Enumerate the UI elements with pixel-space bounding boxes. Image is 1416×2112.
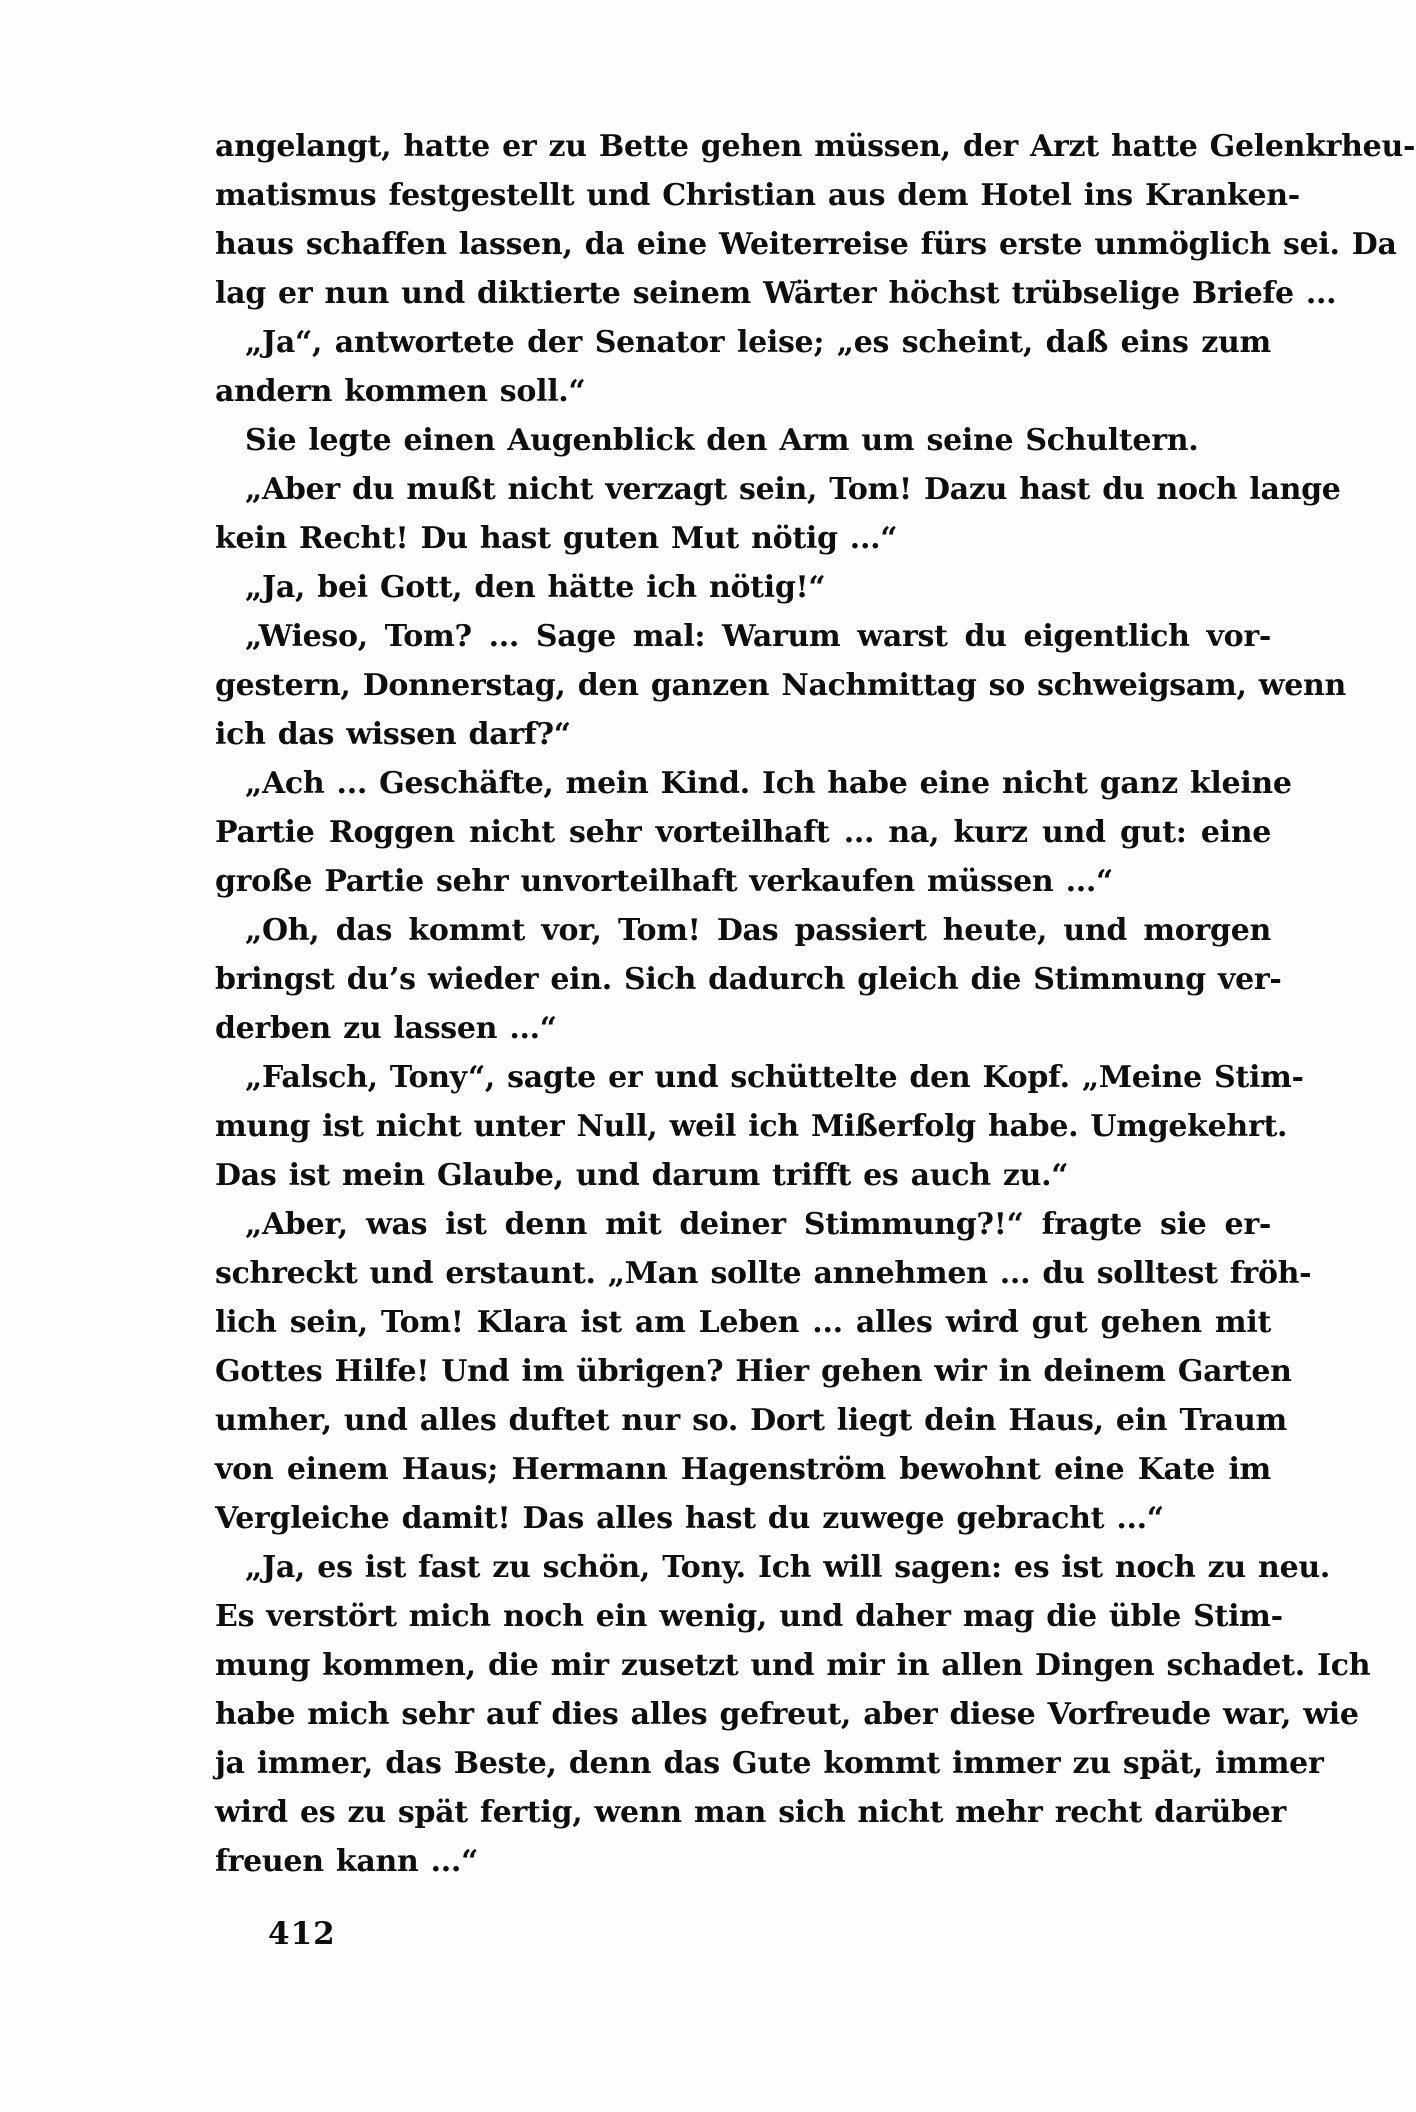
text-line: freuen kann ...“	[215, 1844, 479, 1879]
text-line: kein Recht! Du hast guten Mut nötig ...“	[215, 521, 898, 556]
text-line: „Ja, es ist fast zu schön, Tony. Ich will sagen: es ist noch zu neu.	[245, 1550, 1331, 1585]
text-line: Sie legte einen Augenblick den Arm um seine Schultern.	[245, 423, 1199, 458]
page-text-block	[215, 122, 1416, 1886]
text-line: mung kommen, die mir zusetzt und mir in allen Dingen schadet. Ich	[215, 1648, 1371, 1683]
text-line: mung ist nicht unter Null, weil ich Mißerfolg habe. Umgekehrt.	[215, 1109, 1288, 1144]
text-line: Es verstört mich noch ein wenig, und daher mag die üble Stim-	[215, 1599, 1283, 1634]
text-line: Vergleiche damit! Das alles hast du zuwege gebracht ...“	[215, 1501, 1164, 1536]
text-line: angelangt, hatte er zu Bette gehen müssen, der Arzt hatte Gelenkrheu-	[215, 129, 1416, 164]
text-line: „Ach ... Geschäfte, mein Kind. Ich habe eine nicht ganz kleine	[245, 766, 1292, 801]
text-line: „Falsch, Tony“, sagte er und schüttelte den Kopf. „Meine Stim-	[245, 1060, 1304, 1095]
text-line: Gottes Hilfe! Und im übrigen? Hier gehen wir in deinem Garten	[215, 1354, 1292, 1389]
text-line: ich das wissen darf?“	[215, 717, 571, 752]
text-line: „Oh, das kommt vor, Tom! Das passiert heute, und morgen	[245, 913, 1271, 948]
text-line: bringst du’s wieder ein. Sich dadurch gleich die Stimmung ver-	[215, 962, 1282, 997]
text-line: Das ist mein Glaube, und darum trifft es auch zu.“	[215, 1158, 1069, 1193]
text-line: ja immer, das Beste, denn das Gute kommt immer zu spät, immer	[215, 1746, 1324, 1781]
text-line: umher, und alles duftet nur so. Dort liegt dein Haus, ein Traum	[215, 1403, 1287, 1438]
text-line: matismus festgestellt und Christian aus dem Hotel ins Kranken-	[215, 178, 1300, 213]
text-line: „Aber du mußt nicht verzagt sein, Tom! Dazu hast du noch lange	[245, 472, 1341, 507]
text-line: habe mich sehr auf dies alles gefreut, aber diese Vorfreude war, wie	[215, 1697, 1359, 1732]
text-line: „Wieso, Tom? ... Sage mal: Warum warst du eigentlich vor-	[245, 619, 1271, 654]
text-line: gestern, Donnerstag, den ganzen Nachmittag so schweigsam, wenn	[215, 668, 1347, 703]
page-number: 412	[268, 1916, 336, 1952]
text-line: „Aber, was ist denn mit deiner Stimmung?!“ fragte sie er-	[245, 1207, 1271, 1242]
text-line: lich sein, Tom! Klara ist am Leben ... alles wird gut gehen mit	[215, 1305, 1271, 1340]
text-line: derben zu lassen ...“	[215, 1011, 557, 1046]
text-line: Partie Roggen nicht sehr vorteilhaft ... na, kurz und gut: eine	[215, 815, 1271, 850]
text-line: „Ja“, antwortete der Senator leise; „es scheint, daß eins zum	[245, 325, 1271, 360]
text-line: haus schaffen lassen, da eine Weiterreise fürs erste unmöglich sei. Da	[215, 227, 1397, 262]
text-line: schreckt und erstaunt. „Man sollte annehmen ... du solltest fröh-	[215, 1256, 1312, 1291]
text-line: große Partie sehr unvorteilhaft verkaufen müssen ...“	[215, 864, 1113, 899]
text-line: andern kommen soll.“	[215, 374, 586, 409]
text-line: lag er nun und diktierte seinem Wärter höchst trübselige Briefe ...	[215, 276, 1337, 311]
text-line: „Ja, bei Gott, den hätte ich nötig!“	[245, 570, 826, 605]
text-line: von einem Haus; Hermann Hagenström bewohnt eine Kate im	[215, 1452, 1271, 1487]
text-line: wird es zu spät fertig, wenn man sich nicht mehr recht darüber	[215, 1795, 1286, 1830]
